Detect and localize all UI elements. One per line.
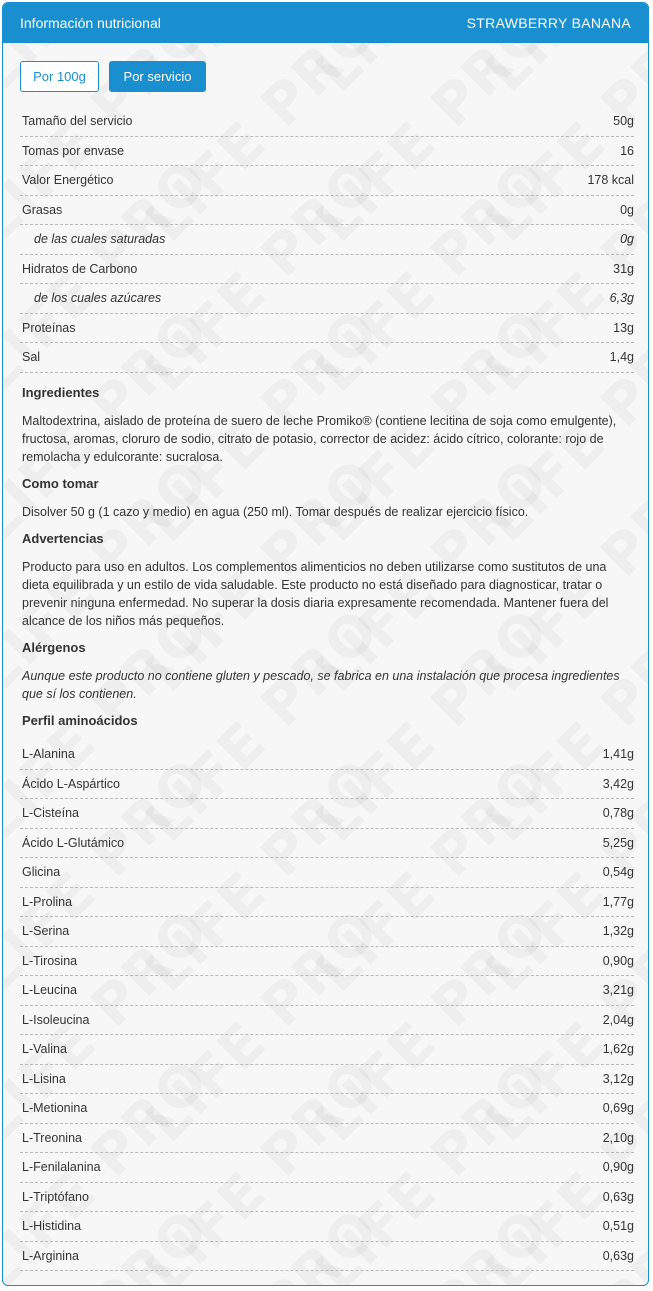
amino-value: 5,25g [602, 835, 634, 850]
amino-table [20, 740, 634, 1271]
amino-label: L-Lisina [22, 1071, 66, 1086]
amino-value: 1,41g [602, 747, 634, 761]
amino-label: L-Isoleucina [22, 1012, 90, 1027]
amino-value: 0,54g [602, 865, 634, 879]
watermark-logo [644, 1046, 648, 1285]
warnings-section [22, 530, 634, 630]
amino-value: 0,90g [602, 1160, 634, 1174]
amino-row [20, 1094, 634, 1124]
nutrition-row [20, 107, 634, 137]
amino-section [22, 712, 634, 730]
amino-row [20, 1065, 634, 1095]
amino-label: L-Tirosina [22, 953, 78, 968]
amino-row [20, 829, 634, 859]
allergens-text: Aunque este producto no contiene gluten y pescado, se fabrica en una instalación que procesa ingredientes que sí los contienen. [22, 669, 620, 701]
amino-value: 1,32g [602, 924, 634, 938]
amino-label: Glicina [22, 865, 61, 879]
nutrition-value: 0g [620, 202, 634, 217]
amino-row [20, 1035, 634, 1065]
watermark-logo [644, 596, 648, 854]
panel-header [3, 3, 648, 43]
nutrition-table [20, 107, 634, 373]
nutrition-label: Tamaño del servicio [22, 114, 133, 128]
amino-label: L-Fenilalanina [22, 1160, 101, 1174]
warnings-heading: Advertencias [22, 531, 104, 546]
amino-row [20, 1183, 634, 1213]
allergens-section [22, 639, 634, 703]
amino-label: L-Triptófano [22, 1189, 89, 1204]
amino-label: L-Histidina [22, 1219, 82, 1233]
amino-row [20, 770, 634, 800]
watermark-logo [644, 446, 648, 704]
amino-value: 0,63g [602, 1189, 634, 1204]
panel-title: Información nutricional [20, 15, 161, 31]
amino-value: 0,78g [602, 806, 634, 820]
nutrition-value: 50g [613, 114, 634, 128]
amino-heading: Perfil aminoácidos [22, 713, 138, 728]
nutrition-value: 178 kcal [587, 173, 634, 187]
nutrition-label: Tomas por envase [22, 143, 125, 158]
amino-label: L-Arginina [22, 1248, 79, 1263]
tab-per-serving[interactable]: Por servicio [109, 61, 206, 92]
tab-per-100g[interactable]: Por 100g [20, 61, 99, 92]
nutrition-label: Hidratos de Carbono [22, 261, 138, 276]
nutrition-value: 31g [613, 261, 634, 276]
amino-row [20, 1242, 634, 1272]
amino-value: 3,12g [602, 1071, 634, 1086]
nutrition-value: 0g [620, 232, 634, 246]
howto-section [22, 475, 634, 521]
flavor-label: STRAWBERRY BANANA [466, 15, 631, 31]
amino-value: 0,90g [602, 953, 634, 968]
amino-row [20, 1153, 634, 1183]
howto-text: Disolver 50 g (1 cazo y medio) en agua (250 ml). Tomar después de realizar ejercicio físico. [22, 505, 529, 519]
watermark-logo [644, 146, 648, 404]
amino-row [20, 858, 634, 888]
amino-value: 0,63g [602, 1248, 634, 1263]
ingredients-text: Maltodextrina, aislado de proteína de suero de leche Promiko® (contiene lecitina de soja como emulgente), fructosa, aromas, cloruro de sodio, citrato de potasio, corrector de acidez: ácido cítrico, colorante: rojo de remolacha y edulcorante: sucralosa. [22, 414, 617, 464]
amino-value: 1,77g [602, 894, 634, 909]
nutrition-label: Valor Energético [22, 173, 114, 187]
amino-row [20, 976, 634, 1006]
amino-value: 1,62g [602, 1042, 634, 1056]
nutrition-row [20, 255, 634, 285]
amino-label: L-Metionina [22, 1101, 88, 1115]
watermark-logo [644, 1196, 648, 1285]
amino-row [20, 888, 634, 918]
nutrition-row [20, 284, 634, 314]
warnings-text: Producto para uso en adultos. Los complementos alimenticios no deben utilizarse como sustitutos de una dieta equilibrada y un estilo de vida saludable. Este producto no está diseñado para diagnosticar, tratar o prevenir ninguna enfermedad. No superar la dosis diaria expresamente recomendada. Mantener fuera del alcance de los niños más pequeños. [22, 560, 609, 628]
amino-row [20, 1124, 634, 1154]
amino-label: L-Prolina [22, 894, 73, 909]
amino-value: 2,10g [602, 1130, 634, 1145]
amino-row [20, 917, 634, 947]
amino-row [20, 799, 634, 829]
amino-row [20, 1006, 634, 1036]
howto-heading: Como tomar [22, 476, 99, 491]
amino-label: L-Alanina [22, 747, 75, 761]
amino-row [20, 740, 634, 770]
watermark-logo [644, 746, 648, 1004]
watermark-logo [644, 296, 648, 554]
amino-label: Ácido L-Aspártico [22, 776, 120, 791]
ingredients-heading: Ingredientes [22, 385, 100, 400]
amino-label: L-Leucina [22, 983, 77, 997]
allergens-heading: Alérgenos [22, 640, 86, 655]
nutrition-panel [2, 2, 649, 1286]
nutrition-row [20, 166, 634, 196]
nutrition-label: de las cuales saturadas [34, 232, 166, 246]
nutrition-row [20, 225, 634, 255]
amino-label: L-Valina [22, 1042, 67, 1056]
nutrition-value: 13g [613, 320, 634, 335]
nutrition-value: 6,3g [609, 291, 634, 305]
nutrition-label: de los cuales azúcares [34, 291, 162, 305]
nutrition-value: 1,4g [609, 350, 634, 364]
nutrition-label: Grasas [22, 202, 63, 217]
nutrition-row [20, 137, 634, 167]
amino-value: 3,21g [602, 983, 634, 997]
nutrition-row [20, 196, 634, 226]
amino-value: 0,69g [602, 1101, 634, 1115]
nutrition-label: Sal [22, 350, 41, 364]
amino-label: L-Serina [22, 924, 70, 938]
amino-row [20, 947, 634, 977]
nutrition-row [20, 343, 634, 373]
nutrition-row [20, 314, 634, 344]
amino-label: Ácido L-Glutámico [22, 835, 125, 850]
amino-value: 2,04g [602, 1012, 634, 1027]
ingredients-section [22, 384, 634, 466]
nutrition-value: 16 [620, 143, 634, 158]
amino-value: 0,51g [602, 1219, 634, 1233]
amino-label: L-Cisteína [22, 806, 79, 820]
amino-row [20, 1212, 634, 1242]
nutrition-label: Proteínas [22, 320, 76, 335]
amino-label: L-Treonina [22, 1130, 82, 1145]
watermark-logo [644, 896, 648, 1154]
amino-value: 3,42g [602, 776, 634, 791]
